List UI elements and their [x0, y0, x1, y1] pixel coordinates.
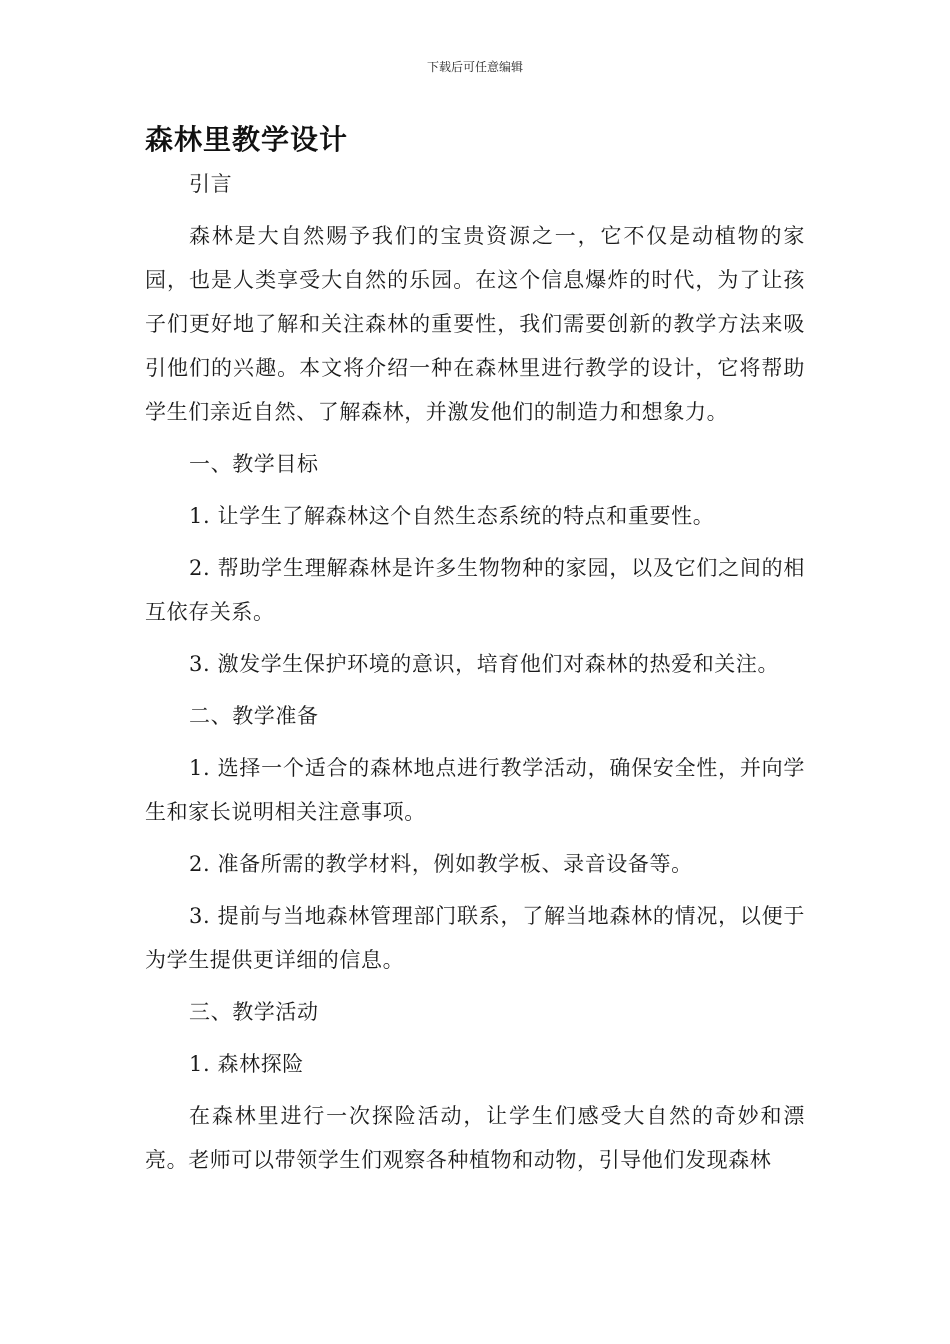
paragraph-goal-1: 1. 让学生了解森林这个自然生态系统的特点和重要性。	[189, 504, 715, 528]
section-heading-activities: 三、教学活动	[189, 1000, 319, 1024]
paragraph-activity-1-text: 在森林里进行一次探险活动，让学生们感受大自然的奇妙和漂亮。老师可以带领学生们观察各种植物和动物，引导他们发现森林	[145, 1104, 805, 1172]
paragraph-prep-3: 3. 提前与当地森林管理部门联系，了解当地森林的情况，以便于为学生提供更详细的信息。	[145, 904, 805, 972]
paragraph-intro-heading: 引言	[189, 172, 233, 196]
paragraph-prep-1: 1. 选择一个适合的森林地点进行教学活动，确保安全性，并向学生和家长说明相关注意事项。	[145, 756, 805, 824]
paragraph-prep-2: 2. 准备所需的教学材料，例如教学板、录音设备等。	[189, 852, 693, 876]
document-title: 森林里教学设计	[145, 123, 349, 156]
section-heading-goals: 一、教学目标	[189, 452, 319, 476]
header-note: 下载后可任意编辑	[426, 60, 523, 74]
paragraph-goal-2: 2. 帮助学生理解森林是许多生物物种的家园，以及它们之间的相互依存关系。	[145, 556, 805, 624]
paragraph-intro-text: 森林是大自然赐予我们的宝贵资源之一，它不仅是动植物的家园，也是人类享受大自然的乐园。在这个信息爆炸的时代，为了让孩子们更好地了解和关注森林的重要性，我们需要创新的教学方法来吸引他们的兴趣。本文将介绍一种在森林里进行教学的设计，它将帮助学生们亲近自然、了解森林，并激发他们的制造力和想象力。	[145, 224, 805, 424]
section-heading-preparation: 二、教学准备	[189, 704, 319, 728]
document-body	[145, 162, 805, 1182]
paragraph-activity-1-title: 1. 森林探险	[189, 1052, 304, 1076]
paragraph-goal-3: 3. 激发学生保护环境的意识，培育他们对森林的热爱和关注。	[189, 652, 780, 676]
